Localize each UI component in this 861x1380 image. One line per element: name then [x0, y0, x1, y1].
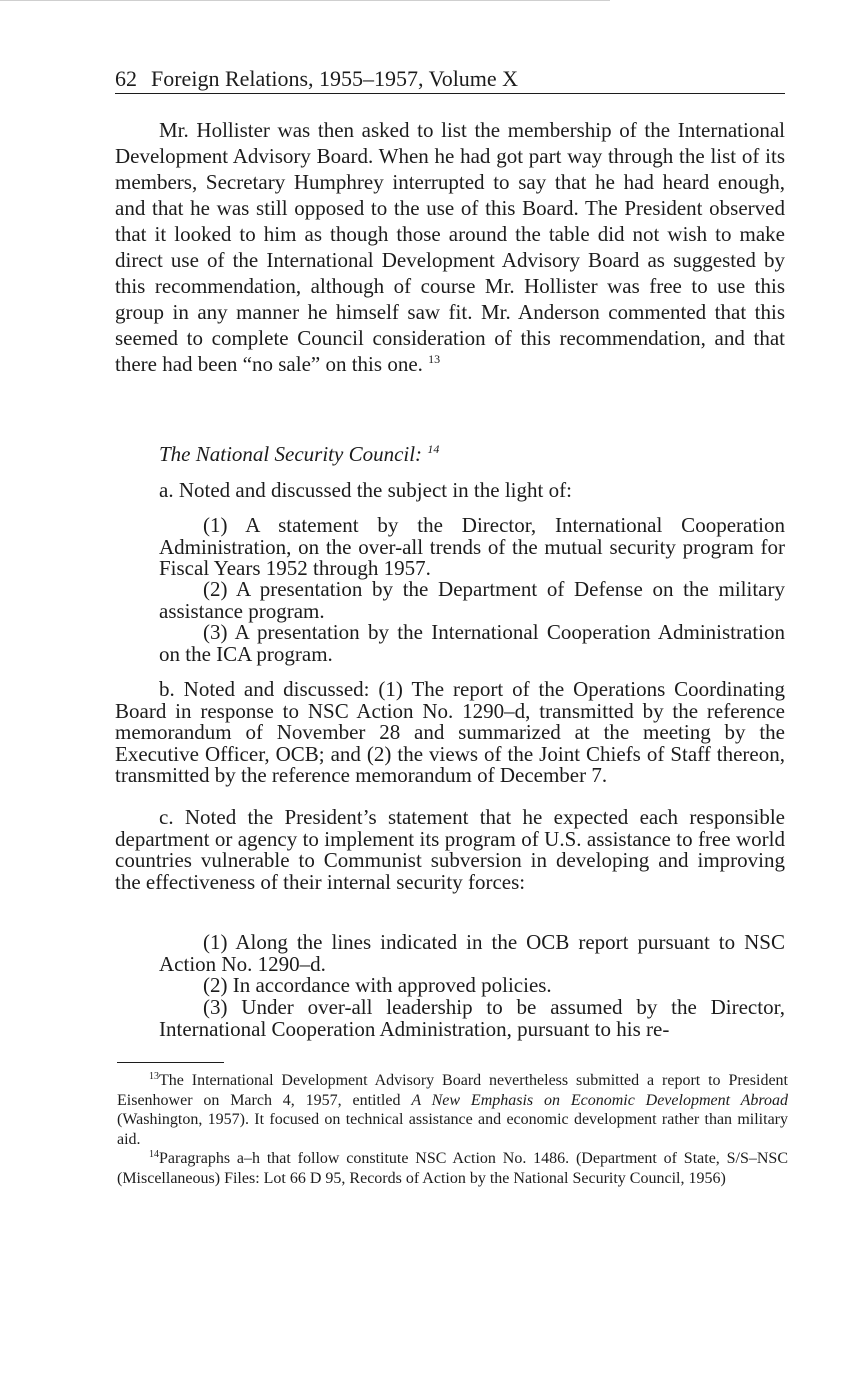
footnote-ref-13: 13: [428, 352, 441, 366]
footnote-text: The International Development Advisory Board nevertheless submitted a report to President Eisenhower on March 4, 1957, entitled: [117, 1072, 788, 1109]
footnote-mark: 13: [149, 1071, 159, 1082]
footnote-divider: [117, 1062, 224, 1063]
footnote-mark: 14: [149, 1149, 159, 1160]
item-c-2: (2) In accordance with approved policies.: [203, 973, 552, 997]
footnote-book-title: A New Emphasis on Economic Development Abroad: [411, 1091, 789, 1109]
scan-edge-line: [0, 0, 610, 1]
footnote-text: Paragraphs a–h that follow constitute NSC Action No. 1486. (Department of State, S/S–NSC (Miscellaneous) Files: Lot 66 D 95, Records of Action by the National Security Council, 1956): [117, 1150, 788, 1187]
footnote-ref-14: 14: [427, 442, 440, 456]
item-b: b. Noted and discussed: (1) The report of the Operations Coordinating Board in response to NSC Action No. 1290–d, transmitted by the reference memorandum of November 28 and summarized at the meeting by the Executive Officer, OCB; and (2) the views of the Joint Chiefs of Staff thereon, transmitted by the reference memorandum of December 7.: [115, 677, 785, 787]
running-title: Foreign Relations, 1955–1957, Volume X: [151, 66, 519, 91]
footnote-14: [117, 1149, 788, 1188]
page-number: 62: [115, 66, 137, 91]
paragraph-text: Mr. Hollister was then asked to list the membership of the International Development Advisory Board. When he had got part way through the list of its members, Secretary Humphrey interrupted to say that he had heard enough, and that he was still opposed to the use of this Board. The President observed that it looked to him as though those around the table did not wish to make direct use of the International Development Advisory Board as suggested by this recommendation, although of course Mr. Hollister was free to use this group in any manner he himself saw fit. Mr. Anderson commented that this seemed to complete Council consideration of this recommendation, and that there had been “no sale” on this one.: [115, 118, 785, 376]
item-c: c. Noted the President’s statement that he expected each responsible department or agency to implement its program of U.S. assistance to free world countries vulnerable to Communist subversion in developing and improving the effectiveness of their internal security forces:: [115, 805, 785, 894]
section-heading: [159, 441, 439, 467]
item-a-3: (3) A presentation by the International Cooperation Administration on the ICA program.: [159, 620, 785, 666]
footnote-text-end: (Washington, 1957). It focused on technical assistance and economic development rather than military aid.: [117, 1111, 788, 1148]
item-c-3: (3) Under over-all leadership to be assumed by the Director, International Cooperation Administration, pursuant to his re-: [159, 995, 785, 1041]
paragraph-hollister: [115, 117, 785, 377]
heading-text: The National Security Council:: [159, 442, 423, 466]
footnote-13: [117, 1071, 788, 1149]
item-a-1: (1) A statement by the Director, International Cooperation Administration, on the over-all trends of the mutual security program for Fiscal Years 1952 through 1957.: [159, 513, 785, 580]
item-a: a. Noted and discussed the subject in the light of:: [159, 478, 572, 502]
item-a-2: (2) A presentation by the Department of Defense on the military assistance program.: [159, 577, 785, 623]
running-header: [115, 66, 785, 94]
item-c-1: (1) Along the lines indicated in the OCB report pursuant to NSC Action No. 1290–d.: [159, 930, 785, 976]
